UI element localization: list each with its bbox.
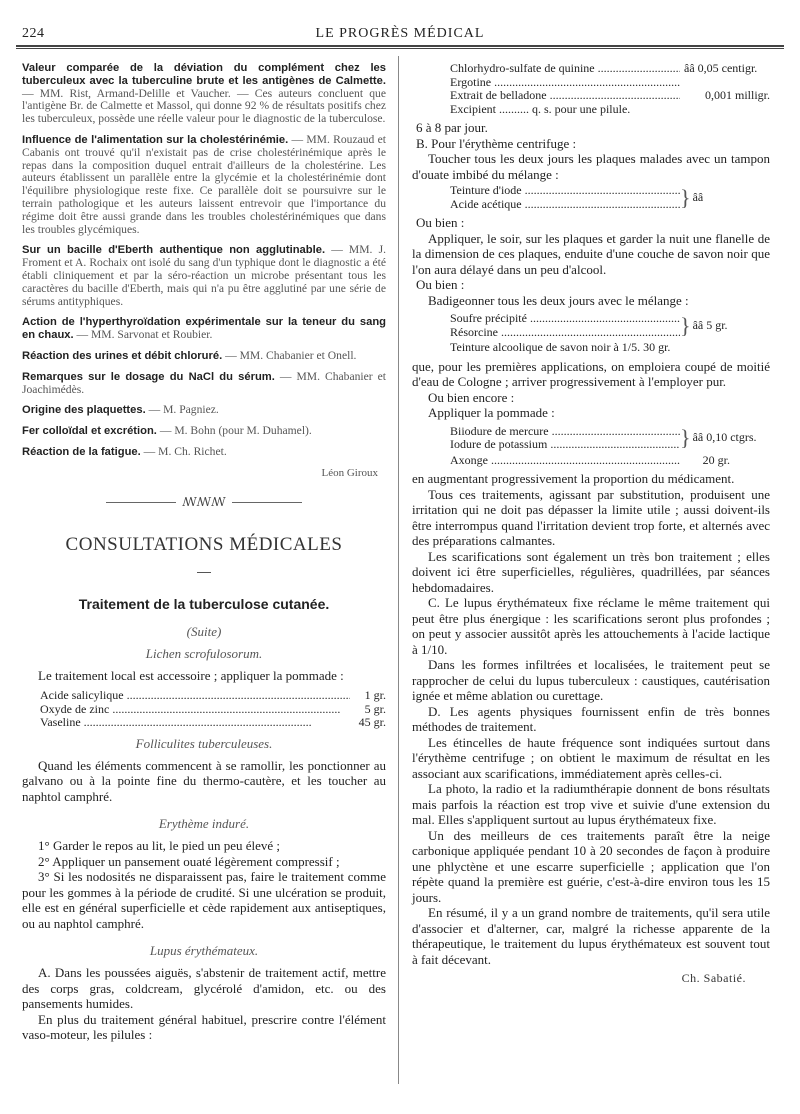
paragraph: Ou bien : (416, 215, 465, 230)
prescription-pilules (450, 62, 770, 116)
paragraph: En plus du traitement général habituel, prescrire contre l'élément vaso-moteur, les pilules : (22, 1011, 386, 1043)
abstract-item (22, 244, 386, 308)
prescription-row: Iodure de potassium ..... (450, 438, 680, 452)
prescription-teinture: Teinture alcoolique de savon noir à 1/5. 30 gr. (450, 340, 671, 354)
abstract-title: Remarques sur le dosage du NaCl du sérum. (22, 370, 275, 383)
paragraph: Appliquer, le soir, sur les plaques et garder la nuit une flanelle de la dimension de ces plaques, enduite d'une couche de savon noir que l'on aura délayé dans un peu d'alcool. (412, 230, 770, 277)
right-column (412, 60, 770, 986)
page-header (16, 24, 784, 44)
abstract-item (22, 371, 386, 397)
abstract-title: Réaction des urines et débit chloruré. (22, 349, 223, 362)
prescription-axonge: Axonge ..... 20 gr. (450, 454, 770, 468)
abstract-item (22, 62, 386, 126)
column-separator (398, 56, 399, 1084)
abstract-text: — MM. Rist, Armand-Delille et Vaucher. — Ces auteurs concluent que l'antigène Br. de Calmette et Massol, qui donne 92 % de résultats positifs chez les tuberculeux, possède une réelle valeur pour le diagnostic de la tuberculose. (22, 86, 386, 126)
paragraph: 2° Appliquer un pansement ouaté légèrement compressif ; (38, 853, 340, 869)
signature-sabatie: Ch. Sabatié. (681, 971, 746, 985)
abstract-title: Fer colloïdal et excrétion. (22, 425, 157, 438)
paragraph: 6 à 8 par jour. (416, 120, 488, 135)
abstract-text: — MM. Sarvonat et Roubier. (73, 328, 213, 342)
abstract-item (22, 425, 386, 438)
prescription-row: Ergotine ..... (450, 76, 770, 90)
prescription-row: Biiodure de mercure ..... (450, 425, 680, 439)
abstract-title: Valeur comparée de la déviation du complément chez les tuberculeux avec la tuberculine brute et les antigènes de Calmette. (22, 62, 386, 87)
paragraph: Quand les éléments commencent à se ramollir, les ponctionner au galvano ou à la pointe fine du thermo-cautère, et les toucher au naphtol camphré. (22, 757, 386, 804)
paragraph: 3° Si les nodosités ne disparaissent pas, faire le traitement comme pour les gommes à la période de crudité. Si une ulcération se produit, elle est en général superficielle et cède rapidement aux antiseptiques, ou au naphtol camphré. (22, 869, 386, 931)
abstract-title: Influence de l'alimentation sur la cholestérinémie. (22, 133, 289, 146)
ornament-divider: ꟿꟿꟿ (22, 495, 386, 510)
prescription-pommade (40, 689, 386, 730)
subheading-erytheme: Erythème induré. (158, 816, 250, 832)
abstract-title: Origine des plaquettes. (22, 404, 146, 417)
abstract-text: — MM. Rouzaud et Cabanis ont trouvé qu'il n'existait pas de crise cholestérinémique après le repas dans la composition duquel entrait d'ailleurs de la cholestérine. Les auteurs établissent un parallèle entre la glycémie et la cholestérinémie dont l'équilibre physiologique reste fixe. Ce parallèle doit se poursuivre sur le terrain pathologique et les auteurs laissent entrevoir que l'importance du régime doit être aussi grande dans les troubles cholestérinémiques que dans les troubles glycémiques. (22, 132, 386, 236)
paragraph: D. Les agents physiques fournissent enfin de très bonnes méthodes de traitement. (412, 703, 770, 734)
paragraph: Les scarifications sont également un très bon traitement ; elles doivent ici être superficielles, régulières, quadrillées, par séances hebdomadaires. (412, 548, 770, 595)
suite-label: (Suite) (186, 623, 222, 639)
paragraph: Ou bien encore : (428, 389, 515, 405)
signature-giroux: Léon Giroux (321, 466, 378, 479)
paragraph: En résumé, il y a un grand nombre de traitements, qu'il sera utile d'associer et d'alterner, car, malgré la richesse apparente de la thérapeutique, le traitement du lupus érythémateux est souvent tout à fait décevant. (412, 905, 770, 967)
abstract-text: — MM. Chabanier et Onell. (222, 348, 357, 362)
paragraph: Appliquer la pommade : (428, 405, 555, 420)
abstract-item (22, 316, 386, 342)
prescription-soufre: Soufre précipité ..... Résorcine ..... } ââ 5 gr. (450, 312, 770, 339)
subheading-b: B. Pour l'érythème centrifuge : (416, 135, 577, 151)
prescription-row: Extrait de belladone ..... 0,001 milligr. (450, 89, 770, 103)
abstract-item (22, 404, 386, 417)
abstract-item (22, 350, 386, 363)
abstract-title: Réaction de la fatigue. (22, 445, 141, 458)
abstract-item (22, 446, 386, 459)
abstract-item (22, 134, 386, 236)
prescription-row: Soufre précipité ..... (450, 312, 680, 326)
paragraph: Dans les formes infiltrées et localisées, le traitement peut se rapprocher de celui du lupus tuberculeux : caustiques, cautérisation ignée et même ablation ou curettage. (412, 657, 770, 703)
paragraph: 1° Garder le repos au lit, le pied un peu élevé ; (38, 838, 280, 854)
prescription-row: Chlorhydro-sulfate de quinine ..... ââ 0,05 centigr. (450, 62, 770, 76)
article-title: Traitement de la tuberculose cutanée. (78, 595, 330, 612)
prescription-row: Résorcine ..... (450, 326, 680, 340)
paragraph: Toucher tous les deux jours les plaques malades avec un tampon d'ouate imbibé du mélange : (412, 151, 770, 182)
paragraph: A. Dans les poussées aiguës, s'abstenir de traitement actif, mettre des corps gras, coldcream, glycérolé d'amidon, etc. ou des pansements humides. (22, 965, 386, 1012)
abstract-title: Action de l'hyperthyroïdation expérimentale sur la teneur du sang en chaux. (22, 316, 386, 342)
paragraph: La photo, la radio et la radiumthérapie donnent de bons résultats mais parfois la réaction est trop vive et suivie d'une extension du mal. Elles s'appliquent surtout au lupus érythémateux fixe. (412, 781, 770, 827)
prescription-row: Oxyde de zinc ..... 5 gr. (40, 703, 386, 717)
prescription-row: Acide salicylique ..... 1 gr. (40, 689, 386, 703)
paragraph: C. Le lupus érythémateux fixe réclame le même traitement qui peut être plus énergique : les scarifications seront plus profondes ; on peut y associer aussitôt après les attouchements à l'acide lactique à 1/10. (412, 595, 770, 657)
prescription-row: Teinture d'iode ..... (450, 184, 680, 198)
prescription-iode: Teinture d'iode ..... Acide acétique ..... } ââ (450, 184, 770, 211)
subheading-lichen: Lichen scrofulosorum. (145, 645, 263, 661)
paragraph: que, pour les premières applications, on emploiera coupé de moitié d'eau de Cologne ; arriver progressivement à l'employer pur. (412, 358, 770, 389)
paragraph: en augmentant progressivement la proportion du médicament. (412, 471, 735, 486)
paragraph: Un des meilleurs de ces traitements paraît être la neige carbonique appliquée pendant 10 à 20 secondes de façon à produire une phlyctène et une escarre superficielle ; application que l'on répète quand la première est guérie, c'est-à-dire environ tous les 15 jours. (412, 827, 770, 905)
prescription-mercure: Biiodure de mercure ..... Iodure de potassium ..... } ââ 0,10 ctgrs. (450, 425, 770, 452)
header-rule (16, 45, 784, 49)
excipient-line: Excipient .......... q. s. pour une pilule. (450, 101, 631, 116)
abstract-title: Sur un bacille d'Eberth authentique non agglutinable. (22, 244, 326, 257)
paragraph: Les étincelles de haute fréquence sont indiquées surtout dans l'érythème centrifuge ; on obtient le maximum de résultat en les associant aux scarifications, immédiatement après celles-ci. (412, 734, 770, 781)
section-dash (22, 560, 386, 578)
prescription-row: Acide acétique ..... (450, 198, 680, 212)
paragraph: Ou bien : (416, 277, 465, 292)
abstract-text: — MM. J. Froment et A. Rochaix ont isolé du sang d'un typhique dont le diagnostic a été établi cliniquement et par la séro-réaction un microbe présentant tous les caractères du bacille d'Eberth, mais qui n'a pu être agglutiné par une série de sérums antityphiques. (22, 243, 387, 308)
left-column (22, 62, 386, 1043)
abstract-text: — M. Bohn (pour M. Duhamel). (156, 424, 312, 438)
abstract-text: — M. Ch. Richet. (140, 444, 227, 458)
subheading-lupus: Lupus érythémateux. (149, 943, 259, 959)
subheading-folliculites: Folliculites tuberculeuses. (135, 735, 273, 751)
journal-title: LE PROGRÈS MÉDICAL (315, 26, 485, 41)
paragraph: Le traitement local est accessoire ; appliquer la pommade : (38, 667, 344, 683)
abstract-text: — M. Pagniez. (145, 403, 219, 417)
page-number: 224 (22, 26, 45, 41)
abstracts-list (22, 62, 386, 459)
abstract-text: — MM. Chabanier et Joachimédès. (22, 369, 386, 396)
paragraph: Badigeonner tous les deux jours avec le mélange : (428, 292, 689, 308)
paragraph: Tous ces traitements, agissant par substitution, produisent une irritation qui ne doit pas dépasser la limite utile ; aussi doivent-ils être interrompus quand l'irritation devient trop forte, et alternés avec des préparations calmantes. (412, 486, 770, 548)
prescription-row: Vaseline ..... 45 gr. (40, 716, 386, 730)
section-heading: CONSULTATIONS MÉDICALES (65, 533, 343, 555)
